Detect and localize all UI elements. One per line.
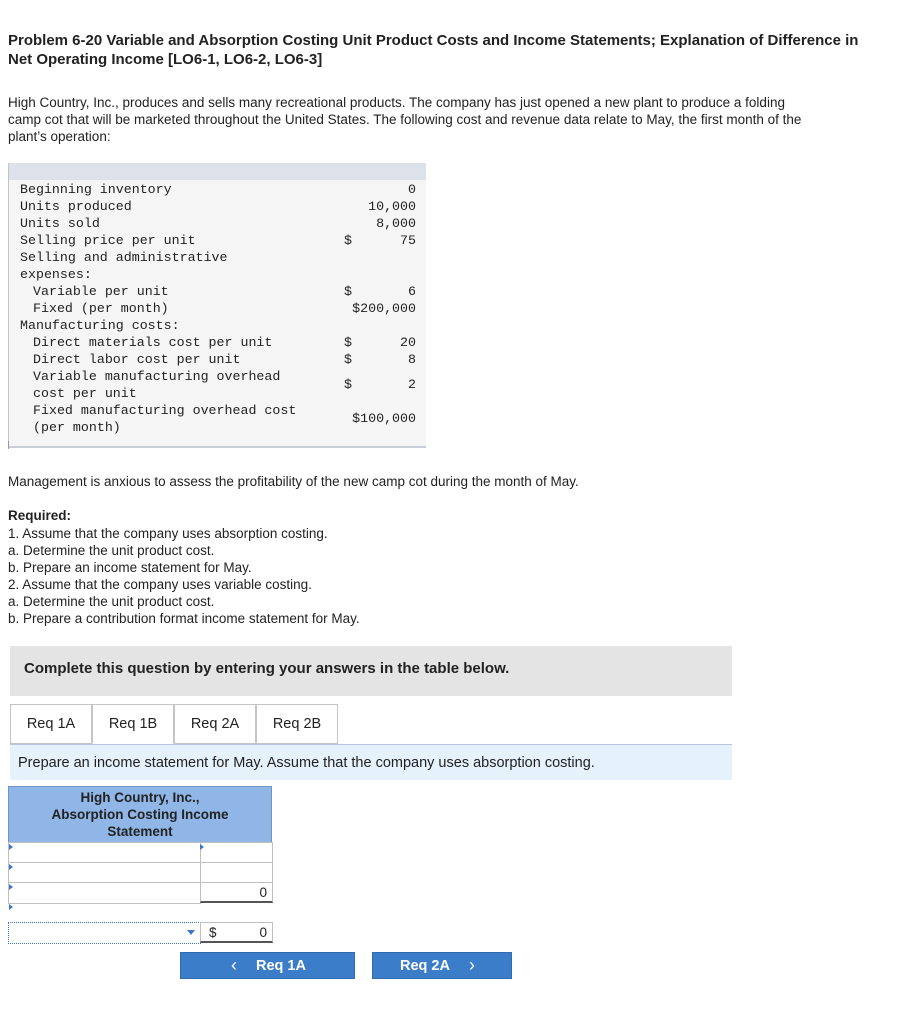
row-fixed-moh-value: $100,000	[352, 411, 416, 426]
problem-title: Problem 6-20 Variable and Absorption Costing Unit Product Costs and Income Statements; Explanation of Difference in Net Operating Income [LO6-1, LO6-2, LO6-3]	[8, 32, 859, 68]
input-marker-icon	[9, 884, 13, 890]
statement-value-input[interactable]	[200, 862, 273, 884]
row-selling-price-label: Selling price per unit	[20, 233, 196, 248]
required-heading: Required:	[8, 508, 72, 523]
row-variable-per-unit-currency: $	[344, 284, 352, 299]
chevron-right-icon: ›	[469, 955, 475, 975]
input-marker-icon	[9, 904, 13, 910]
row-beginning-inventory-label: Beginning inventory	[20, 182, 172, 197]
management-note: Management is anxious to assess the profitability of the new camp cot during the month of May.	[8, 474, 579, 489]
row-units-produced-label: Units produced	[20, 199, 132, 214]
input-marker-icon	[9, 864, 13, 870]
statement-title-2: Statement	[107, 824, 173, 839]
required-item: a. Determine the unit product cost.	[8, 543, 215, 558]
tab-req-1a[interactable]: Req 1A	[10, 704, 92, 744]
tab-req-2a[interactable]: Req 2A	[174, 704, 256, 744]
row-direct-labor-value: 8	[408, 352, 416, 367]
statement-total-number: 0	[259, 925, 267, 940]
statement-row-2	[8, 862, 272, 882]
row-beginning-inventory-value: 0	[408, 182, 416, 197]
table-header-bar	[9, 163, 426, 180]
row-direct-labor-currency: $	[344, 352, 352, 367]
tab-req-1b[interactable]: Req 1B	[92, 704, 174, 744]
statement-value-input[interactable]	[200, 842, 273, 864]
row-variable-per-unit-label: Variable per unit	[33, 284, 169, 299]
row-direct-materials-value: 20	[400, 335, 416, 350]
required-list	[8, 525, 360, 627]
next-req-button[interactable]	[372, 952, 512, 979]
statement-row-1	[8, 842, 272, 862]
next-req-label: Req 2A	[400, 958, 450, 974]
statement-label-input[interactable]	[8, 862, 201, 884]
statement-total-currency: $	[209, 925, 217, 940]
statement-company: High Country, Inc.,	[80, 790, 200, 805]
tab-req-2b[interactable]: Req 2B	[256, 704, 338, 744]
statement-total-value[interactable]	[200, 922, 273, 943]
row-fixed-moh-label-2: (per month)	[33, 420, 121, 435]
required-item: 1. Assume that the company uses absorption costing.	[8, 526, 328, 541]
row-variable-moh-value: 2	[408, 377, 416, 392]
row-fixed-per-month-value: $200,000	[352, 301, 416, 316]
row-units-produced-value: 10,000	[368, 199, 416, 214]
row-manufacturing-costs-label: Manufacturing costs:	[20, 318, 180, 333]
chevron-down-icon[interactable]	[185, 927, 197, 939]
row-direct-materials-currency: $	[344, 335, 352, 350]
row-variable-moh-label-2: cost per unit	[33, 386, 137, 401]
statement-label-input[interactable]	[8, 882, 201, 904]
statement-header	[8, 786, 272, 844]
statement-row-total	[8, 922, 272, 942]
row-variable-moh-currency: $	[344, 377, 352, 392]
row-direct-materials-label: Direct materials cost per unit	[33, 335, 273, 350]
row-units-sold-value: 8,000	[376, 216, 416, 231]
prev-req-label: Req 1A	[256, 958, 306, 974]
table-corner-mark	[8, 441, 9, 449]
statement-title-1: Absorption Costing Income	[51, 807, 229, 822]
row-units-sold-label: Units sold	[20, 216, 100, 231]
row-direct-labor-label: Direct labor cost per unit	[33, 352, 241, 367]
chevron-left-icon: ‹	[231, 955, 237, 975]
row-selling-price-value: 75	[400, 233, 416, 248]
row-selling-price-currency: $	[344, 233, 352, 248]
statement-subtotal-value[interactable]: 0	[200, 882, 273, 903]
row-variable-per-unit-value: 6	[408, 284, 416, 299]
row-sga-label-2: expenses:	[20, 267, 92, 282]
input-marker-icon	[9, 844, 13, 850]
statement-label-input[interactable]	[8, 842, 201, 864]
complete-prompt-box	[10, 646, 732, 696]
input-marker-icon	[200, 844, 204, 850]
row-variable-moh-label-1: Variable manufacturing overhead	[33, 369, 281, 384]
statement-row-3	[8, 882, 272, 902]
prev-req-button[interactable]	[180, 952, 355, 979]
complete-prompt-text: Complete this question by entering your answers in the table below.	[24, 660, 510, 677]
row-fixed-per-month-label: Fixed (per month)	[33, 301, 169, 316]
instruction-banner	[10, 745, 732, 780]
instruction-text: Prepare an income statement for May. Assume that the company uses absorption costing.	[18, 755, 595, 771]
required-item: a. Determine the unit product cost.	[8, 594, 215, 609]
cost-data-table	[8, 163, 426, 448]
required-item: b. Prepare an income statement for May.	[8, 560, 252, 575]
problem-intro: High Country, Inc., produces and sells many recreational products. The company has just opened a new plant to produce a folding camp cot that will be marketed throughout the United States. The following cost and revenue data relate to May, the first month of the plant’s operation:	[8, 95, 802, 144]
statement-total-label-select[interactable]	[8, 922, 201, 944]
row-sga-label-1: Selling and administrative	[20, 250, 228, 265]
row-fixed-moh-label-1: Fixed manufacturing overhead cost	[33, 403, 297, 418]
table-bottom-rule	[9, 446, 426, 448]
required-item: 2. Assume that the company uses variable costing.	[8, 577, 312, 592]
income-statement	[8, 786, 272, 940]
required-item: b. Prepare a contribution format income statement for May.	[8, 611, 360, 626]
